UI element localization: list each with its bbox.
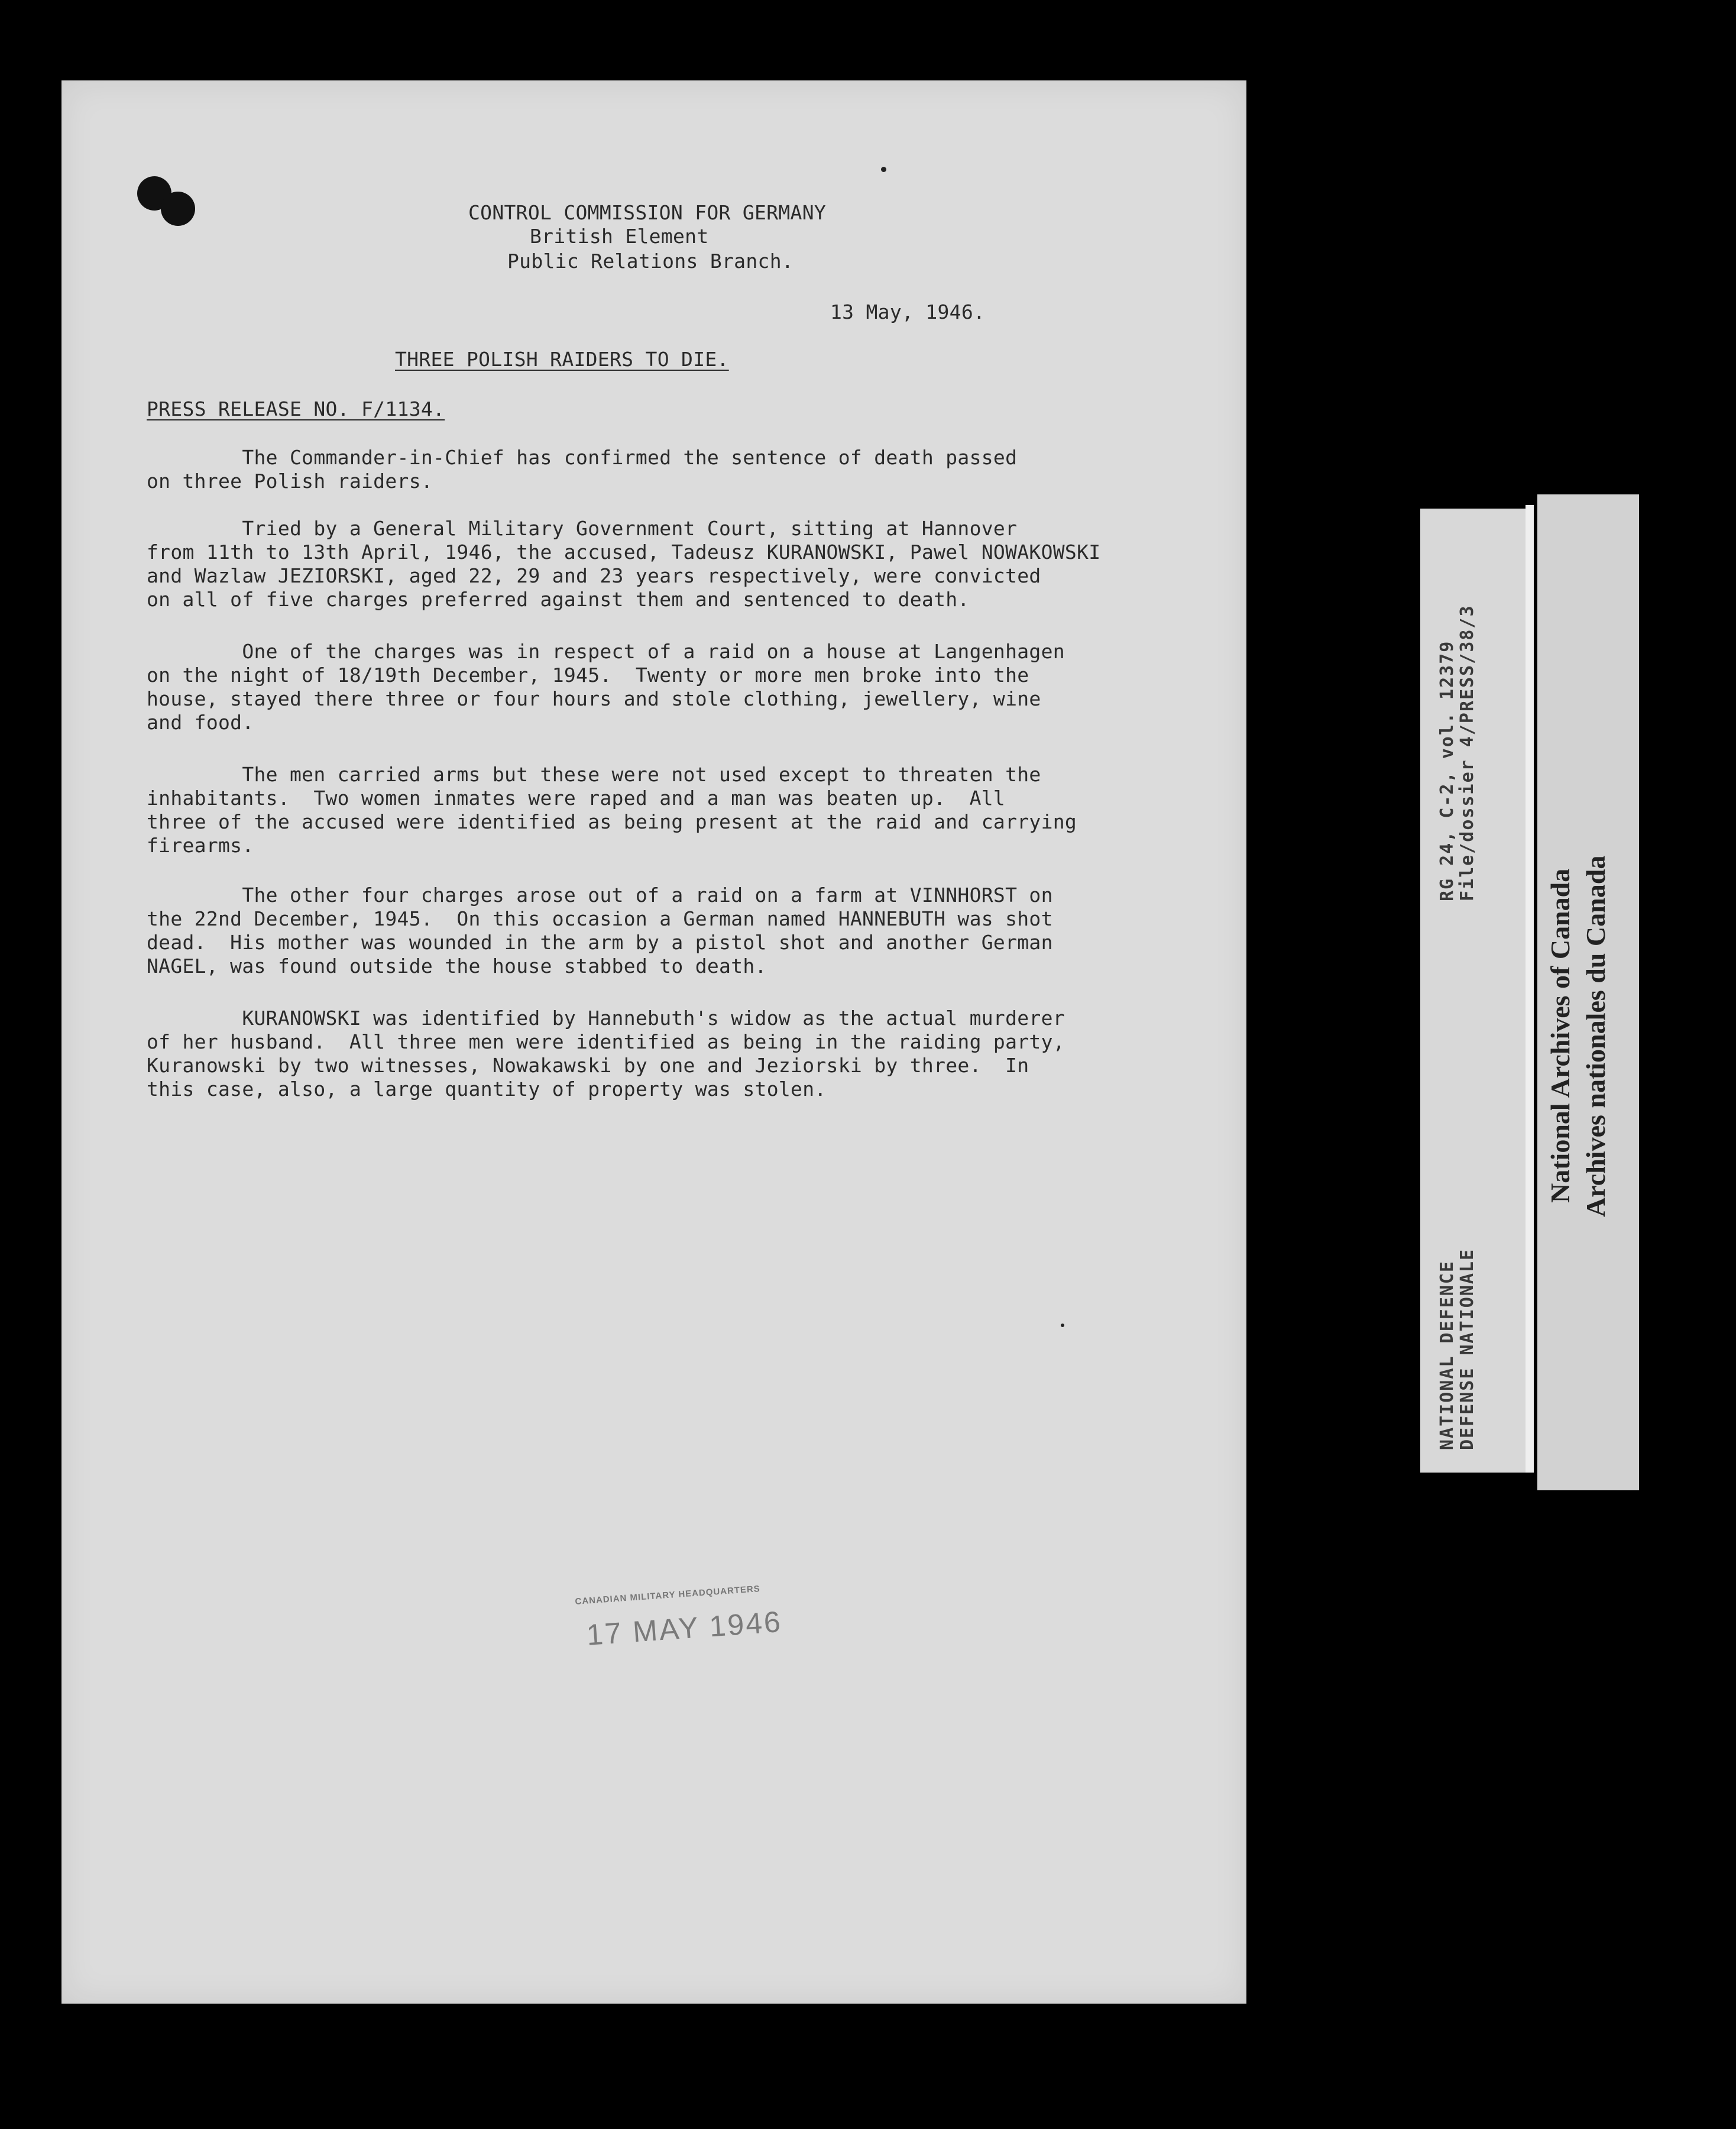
department-line-1: NATIONAL DEFENCE <box>1437 1260 1458 1450</box>
paragraph-3-line-4: and food. <box>147 711 254 734</box>
paragraph-5-line-2: the 22nd December, 1945. On this occasion a German named HANNEBUTH was shot <box>147 907 1053 930</box>
archives-name-english: National Archives of Canada <box>1545 868 1575 1203</box>
paragraph-2-line-1: Tried by a General Military Government Court, sitting at Hannover <box>147 517 1018 540</box>
paragraph-4-line-4: firearms. <box>147 834 254 857</box>
archive-reference-line-1: RG 24, C-2, vol. 12379 <box>1437 640 1458 901</box>
paragraph-1-line-1: The Commander-in-Chief has confirmed the sentence of death passed <box>147 446 1018 469</box>
letterhead-line-1: CONTROL COMMISSION FOR GERMANY <box>468 201 827 224</box>
paragraph-5-line-4: NAGEL, was found outside the house stabbed to death. <box>147 955 767 978</box>
letterhead-line-3: Public Relations Branch. <box>507 250 794 273</box>
slip-edge <box>1526 505 1534 1473</box>
archive-reference-line-2: File/dossier 4/PRESS/38/3 <box>1457 604 1478 901</box>
paragraph-2-line-2: from 11th to 13th April, 1946, the accused, Tadeusz KURANOWSKI, Pawel NOWAKOWSKI <box>147 541 1101 564</box>
department-line-2: DEFENSE NATIONALE <box>1457 1248 1478 1450</box>
archives-name-french: Archives nationales du Canada <box>1580 855 1611 1217</box>
paragraph-5-line-3: dead. His mother was wounded in the arm by a pistol shot and another German <box>147 931 1053 954</box>
headline: THREE POLISH RAIDERS TO DIE. <box>395 348 729 371</box>
stamp-headquarters-text: CANADIAN MILITARY HEADQUARTERS <box>575 1584 761 1607</box>
paragraph-4-line-2: inhabitants. Two women inmates were raped and a man was beaten up. All <box>147 787 1006 810</box>
paragraph-6-line-1: KURANOWSKI was identified by Hannebuth's widow as the actual murderer <box>147 1007 1065 1030</box>
paragraph-6-line-2: of her husband. All three men were identified as being in the raiding party, <box>147 1030 1065 1053</box>
paragraph-3-line-2: on the night of 18/19th December, 1945. Twenty or more men broke into the <box>147 664 1029 687</box>
ink-speck <box>1061 1324 1064 1327</box>
paragraph-5-line-1: The other four charges arose out of a raid on a farm at VINNHORST on <box>147 884 1053 907</box>
release-date: 13 May, 1946. <box>830 300 986 323</box>
press-release-number: PRESS RELEASE NO. F/1134. <box>147 397 445 420</box>
paragraph-2-line-4: on all of five charges preferred against them and sentenced to death. <box>147 588 970 611</box>
paragraph-6-line-3: Kuranowski by two witnesses, Nowakawski by one and Jeziorski by three. In <box>147 1054 1029 1077</box>
paragraph-6-line-4: this case, also, a large quantity of property was stolen. <box>147 1078 827 1101</box>
paragraph-3-line-1: One of the charges was in respect of a raid on a house at Langenhagen <box>147 640 1065 663</box>
letterhead-line-2: British Element <box>530 225 709 248</box>
punch-hole-mark <box>161 192 195 226</box>
stamp-date: 17 MAY 1946 <box>585 1604 783 1652</box>
ink-speck <box>881 167 886 172</box>
paragraph-3-line-3: house, stayed there three or four hours and stole clothing, jewellery, wine <box>147 687 1041 710</box>
paragraph-4-line-3: three of the accused were identified as being present at the raid and carrying <box>147 810 1077 833</box>
paragraph-2-line-3: and Wazlaw JEZIORSKI, aged 22, 29 and 23 years respectively, were convicted <box>147 564 1041 587</box>
paragraph-1-line-2: on three Polish raiders. <box>147 470 433 493</box>
paragraph-4-line-1: The men carried arms but these were not used except to threaten the <box>147 763 1041 786</box>
